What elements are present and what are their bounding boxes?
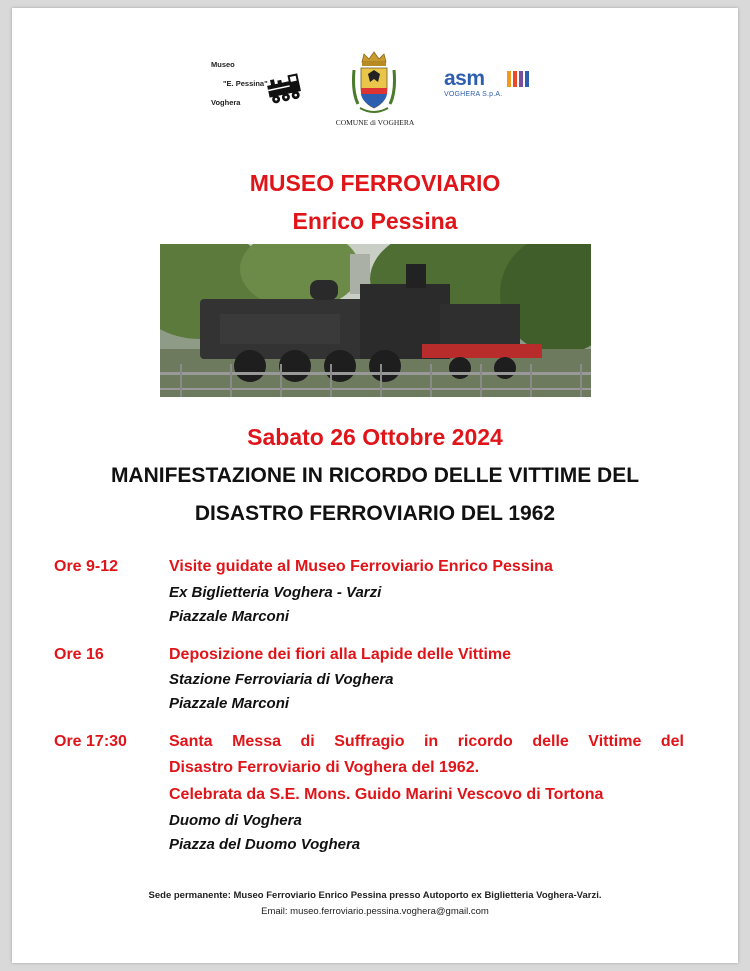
museum-title: MUSEO FERROVIARIO: [249, 170, 501, 196]
event-date: Sabato 26 Ottobre 2024: [247, 424, 503, 450]
museo-logo-line: Museo: [211, 60, 235, 69]
event-headline-line: MANIFESTAZIONE IN RICORDO DELLE VITTIME DEL: [110, 464, 640, 487]
schedule-time: Ore 9-12: [54, 558, 119, 575]
comune-crest-icon: [350, 48, 398, 118]
asm-bars-icon: [507, 71, 535, 87]
asm-logo: [444, 68, 544, 98]
museum-subtitle: Enrico Pessina: [292, 208, 458, 234]
schedule-time: Ore 17:30: [54, 733, 127, 750]
schedule-place: Stazione Ferroviaria di Voghera: [169, 671, 394, 688]
museo-logo-line: "E. Pessina": [223, 79, 268, 88]
schedule-title: Visite guidate al Museo Ferroviario Enrico Pessina: [169, 558, 553, 575]
schedule-place: Duomo di Voghera: [169, 812, 302, 829]
schedule-title: Deposizione dei fiori alla Lapide delle Vittime: [169, 646, 512, 663]
schedule-place: Piazzale Marconi: [169, 608, 290, 625]
schedule-place: Piazzale Marconi: [169, 695, 290, 712]
schedule-title: Santa Messa di Suffragio in ricordo delle Vittime del: [169, 733, 684, 750]
schedule-title: Celebrata da S.E. Mons. Guido Marini Vescovo di Tortona: [169, 786, 604, 803]
asm-logo-word: asm: [444, 67, 485, 90]
comune-label: COMUNE di VOGHERA: [335, 118, 415, 127]
footer-email: Email: museo.ferroviario.pessina.voghera@gmail.com: [261, 906, 489, 917]
museo-logo-text: [211, 55, 268, 112]
museo-logo-line: Voghera: [211, 98, 241, 107]
schedule-place: Piazza del Duomo Voghera: [169, 836, 361, 853]
locomotive-logo-icon: [264, 68, 308, 108]
schedule-place: Ex Biglietteria Voghera - Varzi: [169, 584, 382, 601]
footer-address: Sede permanente: Museo Ferroviario Enrico Pessina presso Autoporto ex Biglietteria Voghera-Varzi.: [148, 890, 602, 901]
flyer-page: [12, 8, 738, 963]
locomotive-photo: [160, 244, 591, 397]
schedule-title: Disastro Ferroviario di Voghera del 1962.: [169, 759, 480, 776]
asm-logo-subtitle: VOGHERA S.p.A.: [444, 91, 503, 98]
schedule-time: Ore 16: [54, 646, 104, 663]
event-headline-line: DISASTRO FERROVIARIO DEL 1962: [194, 502, 556, 525]
